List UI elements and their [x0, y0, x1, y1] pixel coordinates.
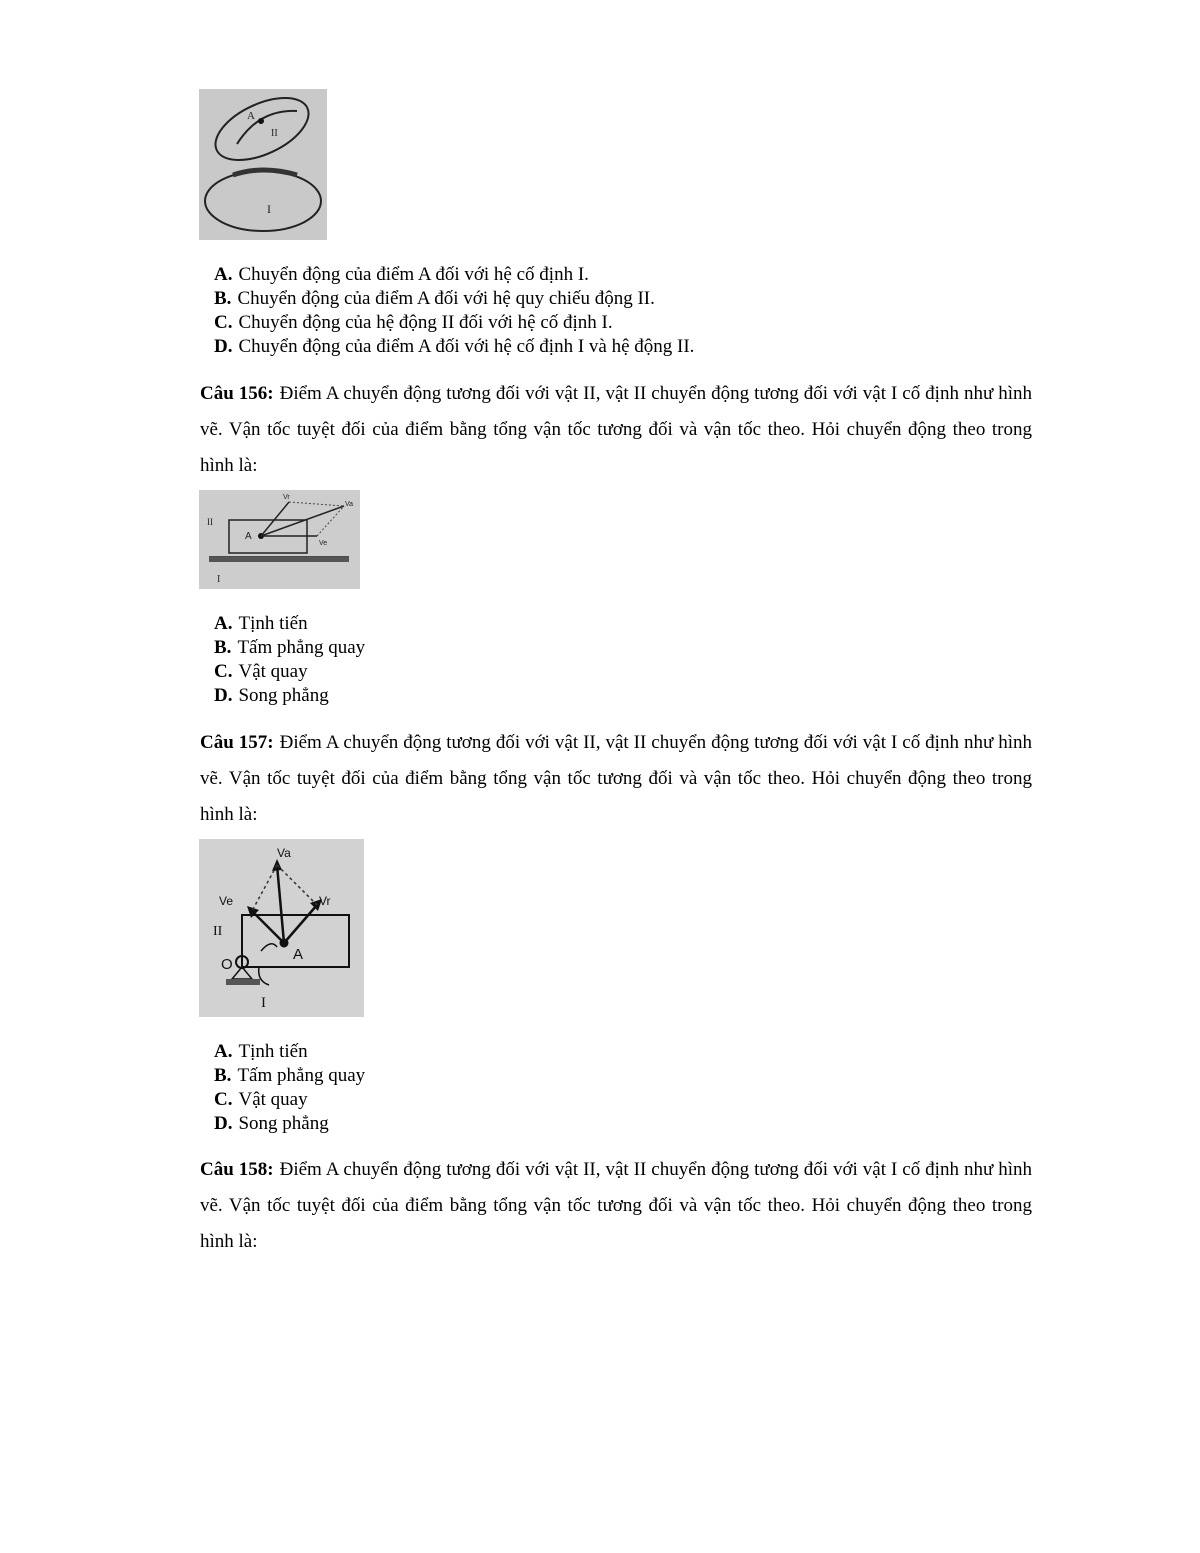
options-q157: [214, 1040, 365, 1136]
option-b: B. Tấm phẳng quay: [214, 1065, 366, 1086]
options-block1: [214, 263, 694, 359]
options-q156: [214, 612, 365, 708]
question-label: Câu 156:: [200, 383, 274, 404]
question-label: Câu 158:: [200, 1159, 274, 1180]
question-text: Điểm A chuyển động tương đối với vật II, vật II chuyển động tương đối với vật I cố định như hình vẽ. Vận tốc tuyệt đối của điểm bằng tổng vận tốc tương đối và vận tốc theo. Hỏi chuyển động theo trong hình là:: [200, 732, 1032, 825]
ellipses-diagram: [199, 89, 327, 240]
label-pivot-o: O: [221, 956, 233, 973]
option-a: A. Tịnh tiến: [214, 1041, 308, 1062]
option-b: B. Chuyển động của điểm A đối với hệ quy chiếu động II.: [214, 288, 655, 309]
figure-q156: [199, 490, 360, 589]
label-point-a: A: [245, 531, 252, 542]
label-point-a: A: [247, 110, 255, 122]
option-d: D. Chuyển động của điểm A đối với hệ cố định I và hệ động II.: [214, 336, 695, 357]
label-va: Va: [345, 501, 354, 508]
question-158: [200, 1152, 1032, 1260]
option-d: D. Song phẳng: [214, 1113, 329, 1134]
question-text: Điểm A chuyển động tương đối với vật II, vật II chuyển động tương đối với vật I cố định như hình vẽ. Vận tốc tuyệt đối của điểm bằng tổng vận tốc tương đối và vận tốc theo. Hỏi chuyển động theo trong hình là:: [200, 383, 1032, 476]
option-d: D. Song phẳng: [214, 685, 329, 706]
option-c: C. Vật quay: [214, 661, 308, 682]
option-c: C. Chuyển động của hệ động II đối với hệ cố định I.: [214, 312, 613, 333]
label-moving-ii: II: [271, 128, 278, 139]
rotation-diagram: [199, 839, 364, 1017]
label-point-a: A: [293, 946, 304, 963]
question-label: Câu 157:: [200, 732, 274, 753]
translation-diagram: [199, 490, 360, 589]
question-156: [200, 376, 1032, 484]
option-b: B. Tấm phẳng quay: [214, 637, 366, 658]
question-text: Điểm A chuyển động tương đối với vật II, vật II chuyển động tương đối với vật I cố định như hình vẽ. Vận tốc tuyệt đối của điểm bằng tổng vận tốc tương đối và vận tốc theo. Hỏi chuyển động theo trong hình là:: [200, 1159, 1032, 1252]
label-vr: Vr: [319, 894, 331, 908]
label-fixed-i: I: [261, 995, 266, 1011]
label-vr: Vr: [283, 494, 290, 501]
label-va: Va: [277, 846, 291, 860]
label-moving-ii: II: [213, 924, 223, 939]
label-fixed-i: I: [267, 202, 271, 216]
option-a: A. Chuyển động của điểm A đối với hệ cố định I.: [214, 264, 589, 285]
option-a: A. Tịnh tiến: [214, 613, 308, 634]
label-moving-ii: II: [207, 517, 213, 527]
label-ve: Ve: [219, 894, 234, 908]
figure-q157: [199, 839, 364, 1017]
label-fixed-i: I: [217, 574, 221, 585]
label-ve: Ve: [319, 540, 328, 547]
question-157: [200, 725, 1032, 833]
option-c: C. Vật quay: [214, 1089, 308, 1110]
figure-ellipses: [199, 89, 327, 240]
